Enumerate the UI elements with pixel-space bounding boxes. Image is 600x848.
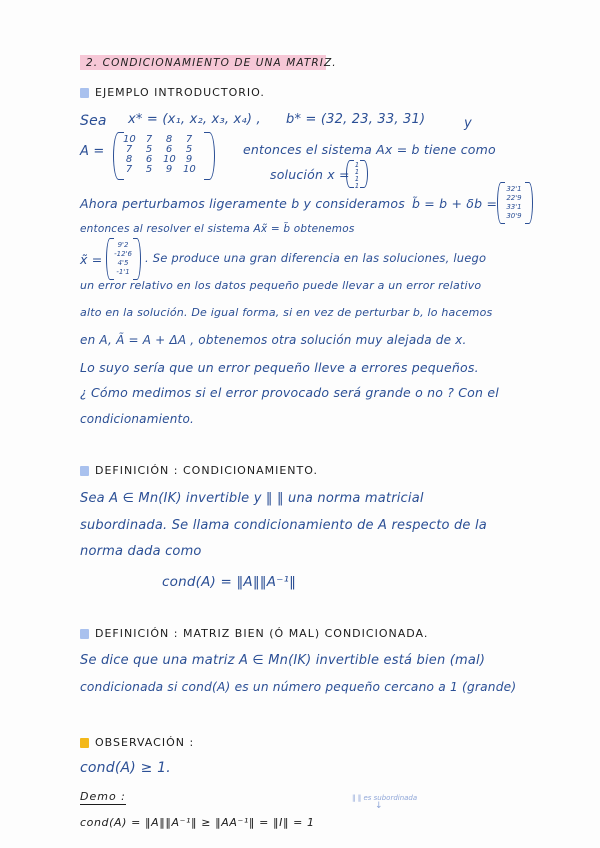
matrix-cell: 10: [123, 134, 136, 145]
xtilde-label: x̃ =: [80, 252, 103, 267]
resolver-text: entonces al resolver el sistema Ax̃ = b̃ obtenemos: [80, 223, 355, 235]
matrix-cell: 5: [145, 164, 153, 175]
xtilde-right-paren: [133, 238, 141, 280]
matrix-cell: 5: [185, 144, 193, 155]
vector-entry: 1: [354, 168, 360, 176]
x-star-def: x* = (x₁, x₂, x₃, x₄) ,: [128, 112, 261, 127]
matrix-cell: 8: [125, 154, 133, 165]
entonces-text: entonces el sistema Ax = b tiene como: [243, 142, 496, 157]
matrix-cell: 6: [145, 154, 153, 165]
a-label: A =: [80, 144, 105, 159]
bullet-square-icon: [80, 629, 89, 639]
matrix-cell: 10: [163, 154, 176, 165]
observation-heading-text: OBSERVACIÓN :: [95, 736, 195, 749]
observation-statement: cond(A) ≥ 1.: [80, 760, 171, 776]
solucion-label: solución x =: [270, 167, 350, 182]
definition1-heading: [80, 464, 318, 477]
demo-label: Demo :: [80, 790, 126, 803]
para-line-7: condicionamiento.: [80, 412, 195, 426]
def1-line-2: subordinada. Se llama condicionamiento de A respecto de la: [80, 518, 487, 533]
vector-entry: 4'5: [117, 259, 129, 267]
matrix-row: [123, 135, 195, 145]
matrix-cell: 7: [185, 134, 193, 145]
vector-entry: 33'1: [506, 203, 522, 211]
definition2-heading: [80, 627, 428, 640]
b-star-def: b* = (32, 23, 33, 31): [286, 112, 426, 127]
cond-formula: cond(A) = ‖A‖‖A⁻¹‖: [162, 574, 297, 590]
btilde-right-paren: [525, 182, 533, 224]
subordinate-note: ‖ ‖ es subordinada: [352, 794, 418, 802]
example-heading-text: EJEMPLO INTRODUCTORIO.: [95, 86, 265, 99]
bullet-square-icon: [80, 88, 89, 98]
vector-entry: 32'1: [506, 185, 522, 193]
para-line-1: . Se produce una gran diferencia en las soluciones, luego: [145, 251, 487, 265]
def2-line-1: Se dice que una matriz A ∈ Mn(IK) invertible está bien (mal): [80, 653, 486, 668]
matrix-right-paren: [204, 132, 215, 180]
vector-entry: -12'6: [114, 250, 132, 258]
example-heading: [80, 86, 265, 99]
matrix-cell: 8: [165, 134, 173, 145]
def1-line-1: Sea A ∈ Mn(IK) invertible y ‖ ‖ una norma matricial: [80, 491, 424, 506]
def2-line-2: condicionada si cond(A) es un número pequeño cercano a 1 (grande): [80, 680, 517, 694]
sea-label: Sea: [80, 113, 107, 129]
vector-entry: 1: [354, 182, 360, 190]
y-word: y: [464, 116, 472, 131]
matrix-cell: 5: [145, 144, 153, 155]
para-line-4: en A, Ã = A + ΔA , obtenemos otra solución muy alejada de x.: [80, 333, 467, 347]
definition2-heading-text: DEFINICIÓN : MATRIZ BIEN (Ó MAL) CONDICIONADA.: [95, 627, 429, 640]
proof-line: cond(A) = ‖A‖‖A⁻¹‖ ≥ ‖AA⁻¹‖ = ‖I‖ = 1: [80, 816, 315, 829]
vector-entry: 1: [354, 161, 360, 169]
btilde-vector: [503, 185, 525, 221]
vector-entry: 22'9: [506, 194, 522, 202]
arrow-down-icon: ↓: [375, 801, 383, 811]
matrix-cell: 7: [125, 144, 133, 155]
perturb-text: Ahora perturbamos ligeramente b y consideramos: [80, 196, 405, 211]
para-line-3: alto en la solución. De igual forma, si en vez de perturbar b, lo hacemos: [80, 306, 493, 319]
para-line-6: ¿ Cómo medimos si el error provocado será grande o no ? Con el: [80, 385, 499, 400]
section-title: 2. CONDICIONAMIENTO DE UNA MATRIZ.: [86, 57, 337, 69]
matrix-cell: 6: [165, 144, 173, 155]
definition1-heading-text: DEFINICIÓN : CONDICIONAMIENTO.: [95, 464, 318, 477]
matrix-cell: 7: [145, 134, 153, 145]
matrix-row: [123, 165, 195, 175]
bullet-square-icon: [80, 466, 89, 476]
para-line-5: Lo suyo sería que un error pequeño lleve a errores pequeños.: [80, 360, 479, 375]
matrix-cell: 7: [125, 164, 133, 175]
vector-entry: -1'1: [116, 268, 130, 276]
matrix-cell: 9: [185, 154, 193, 165]
para-line-2: un error relativo en los datos pequeño puede llevar a un error relativo: [80, 279, 482, 292]
solution-right-paren: [360, 160, 368, 188]
vector-entry: 30'9: [506, 212, 522, 220]
matrix-a: [123, 135, 195, 175]
matrix-cell: 10: [183, 164, 196, 175]
vector-entry: 9'2: [117, 241, 129, 249]
vector-entry: 1: [354, 175, 360, 183]
matrix-row: [123, 145, 195, 155]
observation-heading: [80, 736, 194, 749]
matrix-cell: 9: [165, 164, 173, 175]
btilde-eq: b̃ = b + δb =: [412, 196, 498, 211]
xtilde-vector: [112, 241, 134, 277]
bullet-square-icon: [80, 738, 89, 748]
def1-line-3: norma dada como: [80, 544, 202, 559]
